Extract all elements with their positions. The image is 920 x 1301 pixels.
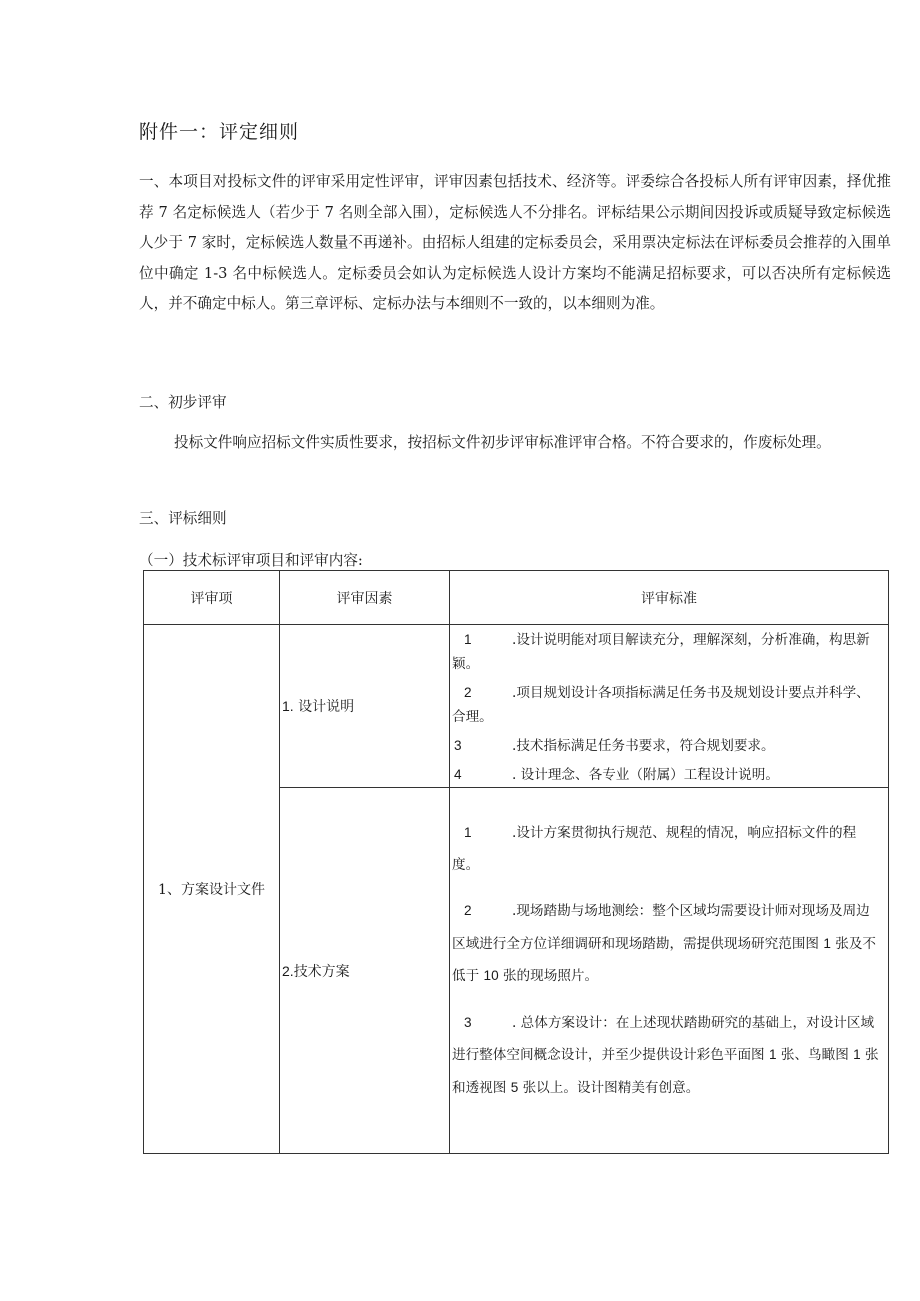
- table-header-row: [144, 571, 889, 625]
- section-1-paragraph: 一、本项目对投标文件的评审采用定性评审，评审因素包括技术、经济等。评委综合各投标人所有评审因素，择优推荐 7 名定标候选人（若少于 7 名则全部入围），定标候选人不分排名。评标结果公示期间因投诉或质疑导致定标候选人少于 7 家时，定标候选人数量不再递补。由招标人组建的定标委员会，采用票决定标法在评标委员会推荐的入围单位中确定 1-3 名中标候选人。定标委员会如认为定标候选人设计方案均不能满足招标要求，可以否决所有定标候选人，并不确定中标人。第三章评标、定标办法与本细则不一致的，以本细则为准。: [139, 173, 891, 312]
- factor-1-cell: 1. 设计说明: [280, 625, 450, 788]
- factor-2-label: 技术方案: [293, 963, 350, 980]
- criterion: 3 .技术指标满足任务书要求，符合规划要求。: [454, 738, 775, 754]
- criterion: 3 . 总体方案设计：在上述现状踏勘研究的基础上，对设计区域进行整体空间概念设计，并至少提供设计彩色平面图 1 张、鸟瞰图 1 张和透视图 5 张以上。设计图精美有创意。: [452, 1014, 879, 1096]
- header-item: 评审项: [144, 571, 280, 625]
- header-criteria: 评审标准: [450, 571, 889, 625]
- criterion: 2 .项目规划设计各项指标满足任务书及规划设计要点并科学、合理。: [452, 685, 870, 725]
- criterion: 1 .设计方案贯彻执行规范、规程的情况，响应招标文件的程度。: [452, 825, 857, 873]
- document-title: 附件一：评定细则: [139, 121, 300, 143]
- item-cell: 1、方案设计文件: [144, 625, 280, 1154]
- table-caption: （一）技术标评审项目和评审内容:: [139, 552, 363, 569]
- section-3-heading: 三、评标细则: [139, 510, 227, 527]
- criterion: 2 .现场踏勘与场地测绘：整个区域均需要设计师对现场及周边区域进行全方位详细调研和现场踏勘，需提供现场研究范围图 1 张及不低于 10 张的现场照片。: [452, 903, 877, 984]
- section-2-paragraph: 投标文件响应招标文件实质性要求，按招标文件初步评审标准评审合格。不符合要求的，作废标处理。: [174, 434, 831, 451]
- evaluation-table: [143, 570, 889, 1154]
- item-label: 、方案设计文件: [166, 882, 265, 898]
- section-2-heading: 二、初步评审: [139, 394, 227, 411]
- factor-2-cell: 2.技术方案: [280, 788, 450, 1154]
- table-row: [144, 625, 889, 788]
- factor-1-label: 设计说明: [293, 699, 355, 715]
- factor-1-criteria: [450, 625, 889, 788]
- header-factor: 评审因素: [280, 571, 450, 625]
- factor-2-criteria: [450, 788, 889, 1154]
- criterion: 4 . 设计理念、各专业（附属）工程设计说明。: [454, 767, 779, 783]
- criterion: 1 .设计说明能对项目解读充分，理解深刻，分析准确，构思新颖。: [452, 632, 870, 672]
